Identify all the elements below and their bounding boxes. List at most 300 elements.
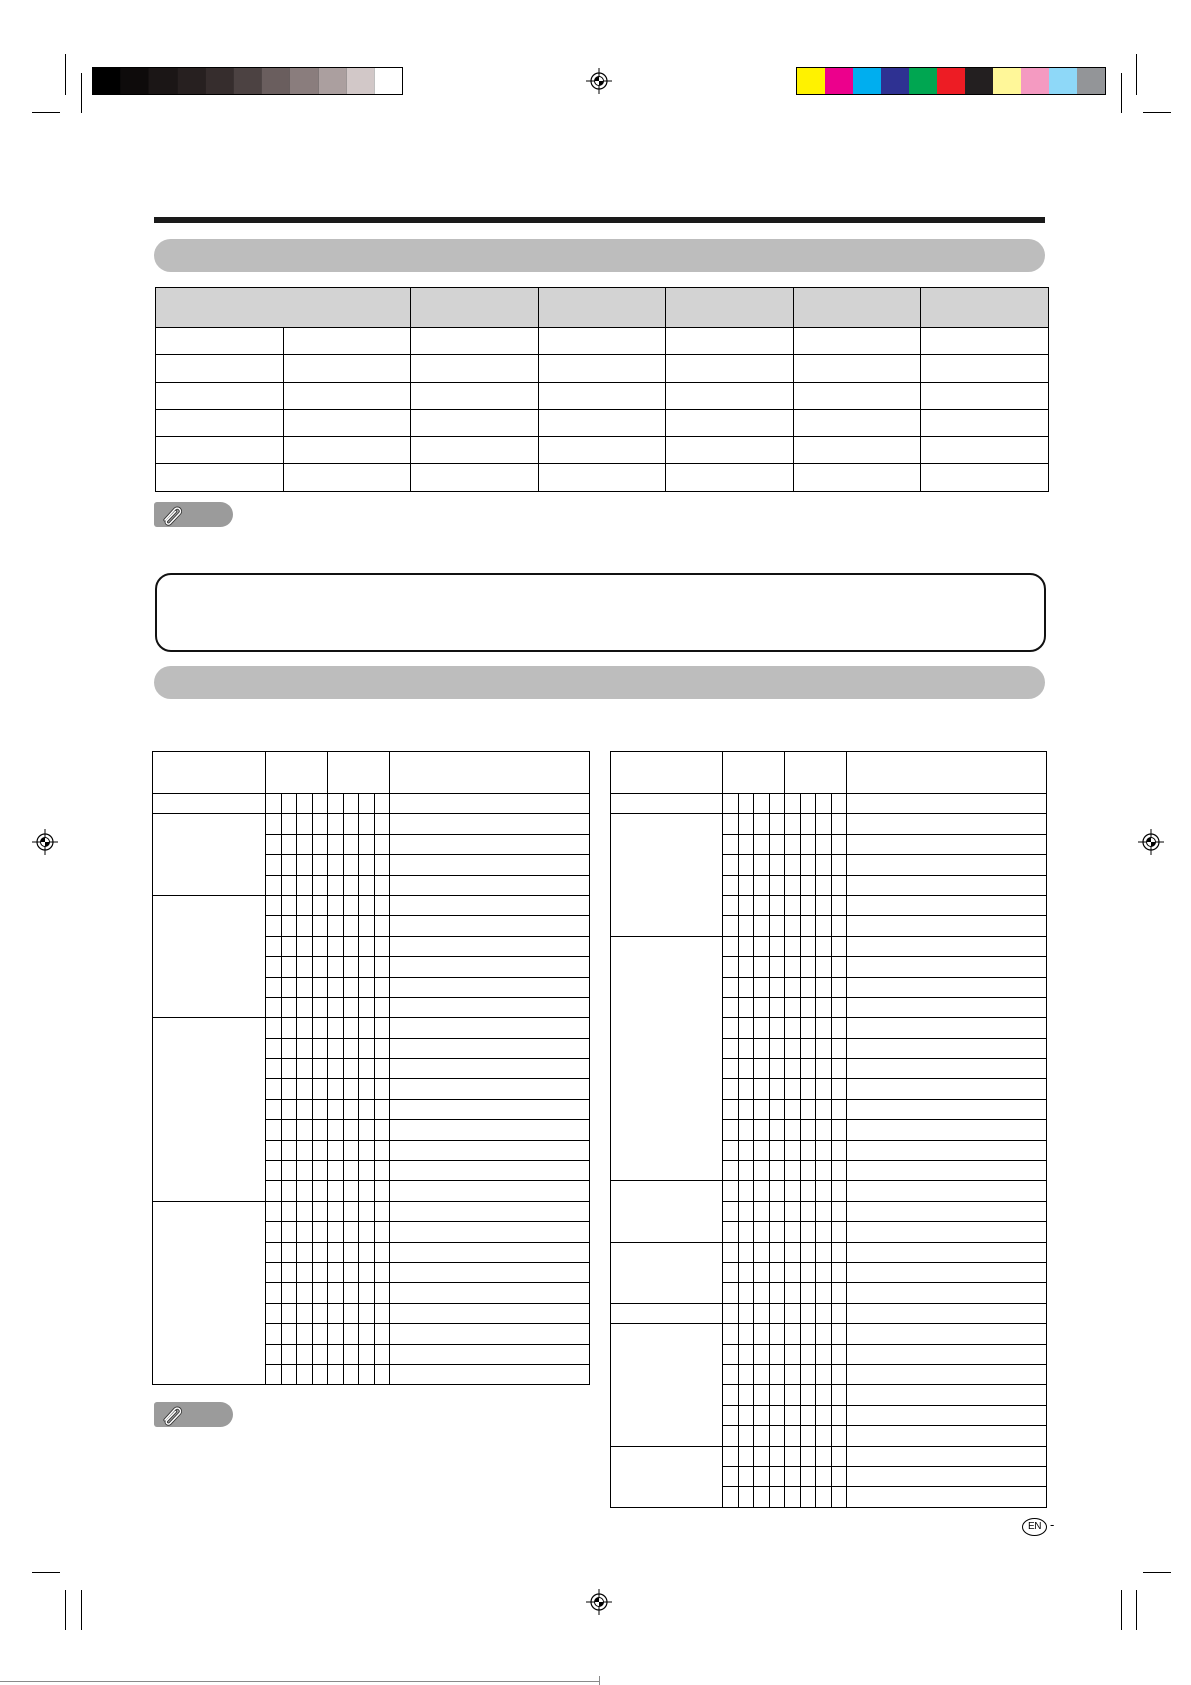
description-cell [390, 1303, 590, 1323]
check-cell [312, 875, 328, 895]
check-cell [800, 1405, 816, 1425]
table-cell [921, 382, 1049, 409]
table-header-cell [266, 752, 328, 794]
check-cell [297, 1303, 313, 1323]
check-cell [738, 957, 754, 977]
check-cell [800, 1364, 816, 1384]
check-cell [281, 1324, 297, 1344]
check-cell [343, 1222, 359, 1242]
check-cell [328, 1018, 344, 1038]
table-header-cell [723, 752, 785, 794]
check-cell [800, 1201, 816, 1221]
check-cell [374, 1140, 390, 1160]
description-cell [847, 1120, 1047, 1140]
check-cell [266, 1018, 282, 1038]
table-cell [793, 328, 921, 355]
check-cell [281, 1140, 297, 1160]
description-cell [390, 1262, 590, 1282]
table-header-cell [611, 752, 723, 794]
check-cell [343, 1303, 359, 1323]
table-cell [538, 328, 666, 355]
check-cell [374, 936, 390, 956]
table-header-row [611, 752, 1047, 794]
check-cell [785, 875, 801, 895]
description-cell [847, 1059, 1047, 1079]
check-cell [723, 1405, 739, 1425]
check-cell [312, 1140, 328, 1160]
check-cell [374, 1181, 390, 1201]
check-cell [723, 1283, 739, 1303]
check-cell [281, 1059, 297, 1079]
table-cell [411, 328, 539, 355]
table-cell [666, 437, 794, 464]
color-swatch [853, 68, 881, 94]
check-cell [769, 1099, 785, 1119]
language-badge: EN [1022, 1518, 1047, 1536]
table-header-row [156, 288, 1049, 328]
table-header-cell [847, 752, 1047, 794]
check-cell [723, 957, 739, 977]
check-cell [816, 1466, 832, 1486]
table-cell [538, 382, 666, 409]
table-cell [666, 464, 794, 491]
description-cell [847, 1283, 1047, 1303]
description-cell [390, 1079, 590, 1099]
check-cell [754, 1364, 770, 1384]
check-cell [831, 977, 847, 997]
note-badge [154, 502, 233, 527]
check-cell [785, 1385, 801, 1405]
check-cell [738, 834, 754, 854]
table-row [153, 814, 590, 834]
check-cell [359, 1222, 375, 1242]
table-row [611, 814, 1047, 834]
check-cell [800, 1385, 816, 1405]
table-header-cell [793, 288, 921, 328]
description-cell [390, 1038, 590, 1058]
check-cell [312, 977, 328, 997]
check-cell [723, 875, 739, 895]
check-cell [754, 1324, 770, 1344]
check-cell [374, 997, 390, 1017]
description-cell [847, 1242, 1047, 1262]
registration-target-icon [1138, 829, 1164, 855]
table-cell [411, 464, 539, 491]
check-cell [800, 997, 816, 1017]
check-cell [359, 1120, 375, 1140]
check-cell [723, 916, 739, 936]
description-cell [847, 1405, 1047, 1425]
check-cell [297, 916, 313, 936]
color-swatch [1077, 68, 1105, 94]
check-cell [831, 1262, 847, 1282]
crop-mark [1121, 73, 1122, 113]
check-cell [800, 1344, 816, 1364]
check-cell [785, 1140, 801, 1160]
check-cell [769, 1079, 785, 1099]
row-group-label-cell [153, 794, 266, 814]
check-cell [754, 1283, 770, 1303]
check-cell [831, 1446, 847, 1466]
table-cell [538, 464, 666, 491]
check-cell [359, 1059, 375, 1079]
check-cell [800, 936, 816, 956]
check-cell [769, 1385, 785, 1405]
check-cell [312, 1018, 328, 1038]
check-cell [266, 1283, 282, 1303]
check-cell [281, 1120, 297, 1140]
check-cell [359, 834, 375, 854]
check-cell [769, 977, 785, 997]
check-cell [328, 1283, 344, 1303]
description-cell [390, 1161, 590, 1181]
check-cell [312, 1079, 328, 1099]
description-cell [847, 1426, 1047, 1446]
check-cell [831, 1222, 847, 1242]
check-cell [266, 1303, 282, 1323]
description-cell [390, 875, 590, 895]
check-cell [343, 875, 359, 895]
check-cell [266, 1099, 282, 1119]
registration-target-icon [32, 829, 58, 855]
check-cell [785, 1079, 801, 1099]
check-cell [785, 1038, 801, 1058]
check-cell [769, 1140, 785, 1160]
check-cell [328, 1140, 344, 1160]
check-cell [816, 1038, 832, 1058]
check-cell [374, 1242, 390, 1262]
check-cell [816, 1344, 832, 1364]
check-cell [281, 895, 297, 915]
check-cell [831, 1120, 847, 1140]
check-cell [374, 1161, 390, 1181]
check-cell [800, 1283, 816, 1303]
check-cell [312, 1324, 328, 1344]
check-cell [266, 1344, 282, 1364]
check-cell [800, 814, 816, 834]
check-cell [754, 875, 770, 895]
description-cell [390, 916, 590, 936]
check-cell [312, 1364, 328, 1384]
section-header-bar [154, 666, 1045, 699]
check-cell [343, 1344, 359, 1364]
check-cell [831, 1283, 847, 1303]
info-box [155, 573, 1046, 652]
check-cell [738, 1038, 754, 1058]
check-cell [328, 1242, 344, 1262]
check-cell [769, 957, 785, 977]
check-cell [785, 814, 801, 834]
row-group-label-cell [611, 1181, 723, 1242]
check-cell [723, 1140, 739, 1160]
table-row [156, 464, 1049, 491]
check-cell [328, 1201, 344, 1221]
check-cell [800, 1079, 816, 1099]
check-cell [328, 794, 344, 814]
check-cell [328, 875, 344, 895]
check-cell [754, 855, 770, 875]
description-cell [390, 1324, 590, 1344]
header-rule [154, 217, 1045, 223]
check-cell [723, 1262, 739, 1282]
check-cell [769, 916, 785, 936]
row-group-label-cell [611, 1324, 723, 1446]
check-cell [831, 1405, 847, 1425]
check-cell [297, 1079, 313, 1099]
table-cell [283, 355, 411, 382]
check-cell [738, 1262, 754, 1282]
color-swatch [909, 68, 937, 94]
check-cell [328, 895, 344, 915]
paperclip-icon [158, 503, 186, 526]
check-cell [816, 1446, 832, 1466]
description-cell [847, 814, 1047, 834]
check-cell [800, 1140, 816, 1160]
check-cell [816, 916, 832, 936]
check-cell [754, 1099, 770, 1119]
check-cell [816, 1242, 832, 1262]
check-cell [738, 1222, 754, 1242]
description-cell [847, 1446, 1047, 1466]
check-cell [785, 794, 801, 814]
check-cell [800, 1161, 816, 1181]
check-cell [769, 834, 785, 854]
color-swatch [374, 68, 402, 94]
check-cell [266, 1242, 282, 1262]
check-cell [312, 1120, 328, 1140]
check-cell [297, 1181, 313, 1201]
check-cell [359, 875, 375, 895]
check-cell [266, 1324, 282, 1344]
check-cell [723, 1222, 739, 1242]
check-cell [831, 1099, 847, 1119]
description-cell [847, 997, 1047, 1017]
check-cell [816, 875, 832, 895]
check-cell [769, 1038, 785, 1058]
check-cell [297, 1262, 313, 1282]
check-cell [785, 1161, 801, 1181]
table-cell [793, 382, 921, 409]
check-cell [738, 1201, 754, 1221]
check-cell [281, 1099, 297, 1119]
check-cell [359, 1283, 375, 1303]
check-cell [266, 1364, 282, 1384]
check-cell [754, 814, 770, 834]
check-cell [266, 814, 282, 834]
check-cell [816, 895, 832, 915]
description-cell [390, 957, 590, 977]
check-cell [297, 855, 313, 875]
check-cell [312, 814, 328, 834]
check-cell [754, 957, 770, 977]
check-cell [785, 855, 801, 875]
check-cell [374, 895, 390, 915]
check-cell [816, 1364, 832, 1384]
table-row [611, 794, 1047, 814]
check-cell [769, 1324, 785, 1344]
table-header-cell [156, 288, 411, 328]
table-cell [156, 328, 284, 355]
crop-mark [1136, 1590, 1137, 1630]
check-cell [738, 1446, 754, 1466]
check-cell [769, 1344, 785, 1364]
check-cell [785, 1324, 801, 1344]
check-cell [328, 814, 344, 834]
note-badge [154, 1402, 233, 1427]
description-cell [847, 1161, 1047, 1181]
check-cell [785, 1018, 801, 1038]
check-cell [297, 957, 313, 977]
check-cell [266, 1262, 282, 1282]
check-cell [374, 1079, 390, 1099]
check-cell [769, 1181, 785, 1201]
check-cell [359, 1201, 375, 1221]
row-group-label-cell [153, 814, 266, 896]
check-cell [266, 1161, 282, 1181]
check-cell [816, 1018, 832, 1038]
color-swatch [289, 68, 317, 94]
check-cell [831, 997, 847, 1017]
check-cell [374, 834, 390, 854]
spec-table [155, 287, 1049, 492]
description-cell [847, 1181, 1047, 1201]
check-cell [800, 1181, 816, 1201]
description-cell [847, 855, 1047, 875]
check-cell [281, 1364, 297, 1384]
check-cell [754, 997, 770, 1017]
check-cell [328, 1344, 344, 1364]
check-cell [738, 936, 754, 956]
table-cell [283, 409, 411, 436]
check-cell [312, 1181, 328, 1201]
check-cell [281, 814, 297, 834]
table-cell [283, 437, 411, 464]
check-cell [785, 1446, 801, 1466]
page-number-dash: - [1050, 1517, 1055, 1532]
check-cell [831, 1181, 847, 1201]
check-cell [312, 1201, 328, 1221]
check-cell [266, 957, 282, 977]
check-cell [738, 1405, 754, 1425]
check-cell [831, 1018, 847, 1038]
check-cell [359, 1018, 375, 1038]
check-cell [831, 895, 847, 915]
check-cell [374, 875, 390, 895]
check-cell [328, 1324, 344, 1344]
description-cell [847, 1303, 1047, 1323]
check-cell [312, 794, 328, 814]
description-cell [847, 1324, 1047, 1344]
description-cell [847, 1201, 1047, 1221]
check-cell [328, 1303, 344, 1323]
check-cell [328, 855, 344, 875]
check-cell [374, 1038, 390, 1058]
check-cell [723, 1466, 739, 1486]
check-cell [281, 1181, 297, 1201]
check-cell [831, 1385, 847, 1405]
table-row [153, 1018, 590, 1038]
check-cell [281, 1079, 297, 1099]
check-cell [359, 1242, 375, 1262]
check-cell [723, 855, 739, 875]
check-cell [312, 1242, 328, 1262]
check-cell [816, 1201, 832, 1221]
check-cell [723, 1303, 739, 1323]
table-header-cell [666, 288, 794, 328]
check-cell [281, 1222, 297, 1242]
check-cell [343, 834, 359, 854]
check-cell [297, 1283, 313, 1303]
row-group-label-cell [153, 1201, 266, 1385]
check-cell [312, 1262, 328, 1282]
table-header-cell [328, 752, 390, 794]
check-cell [800, 1446, 816, 1466]
compatibility-table-left [152, 751, 590, 1385]
check-cell [816, 814, 832, 834]
check-cell [723, 1120, 739, 1140]
color-swatch [346, 68, 374, 94]
section-header-bar [154, 239, 1045, 272]
check-cell [800, 1099, 816, 1119]
check-cell [281, 1201, 297, 1221]
check-cell [723, 895, 739, 915]
table-row [156, 437, 1049, 464]
check-cell [785, 1303, 801, 1323]
description-cell [847, 1344, 1047, 1364]
check-cell [281, 834, 297, 854]
crop-mark [81, 1590, 82, 1630]
crop-mark [1143, 112, 1171, 113]
check-cell [785, 997, 801, 1017]
color-swatch [177, 68, 205, 94]
check-cell [816, 1262, 832, 1282]
check-cell [723, 1161, 739, 1181]
table-cell [793, 464, 921, 491]
table-cell [921, 328, 1049, 355]
table-header-row [153, 752, 590, 794]
check-cell [800, 875, 816, 895]
table-cell [156, 355, 284, 382]
crop-mark [32, 1572, 60, 1573]
check-cell [723, 814, 739, 834]
table-header-cell [785, 752, 847, 794]
check-cell [723, 936, 739, 956]
check-cell [769, 1242, 785, 1262]
check-cell [769, 895, 785, 915]
check-cell [738, 1140, 754, 1160]
check-cell [343, 1201, 359, 1221]
check-cell [281, 875, 297, 895]
check-cell [769, 936, 785, 956]
check-cell [359, 1303, 375, 1323]
color-swatch [825, 68, 853, 94]
check-cell [800, 1303, 816, 1323]
check-cell [800, 1242, 816, 1262]
check-cell [831, 1038, 847, 1058]
check-cell [266, 875, 282, 895]
check-cell [723, 1344, 739, 1364]
check-cell [738, 1283, 754, 1303]
description-cell [390, 1120, 590, 1140]
description-cell [390, 1242, 590, 1262]
table-cell [283, 464, 411, 491]
check-cell [831, 855, 847, 875]
check-cell [785, 1059, 801, 1079]
table-cell [793, 437, 921, 464]
check-cell [738, 875, 754, 895]
check-cell [297, 895, 313, 915]
description-cell [390, 794, 590, 814]
